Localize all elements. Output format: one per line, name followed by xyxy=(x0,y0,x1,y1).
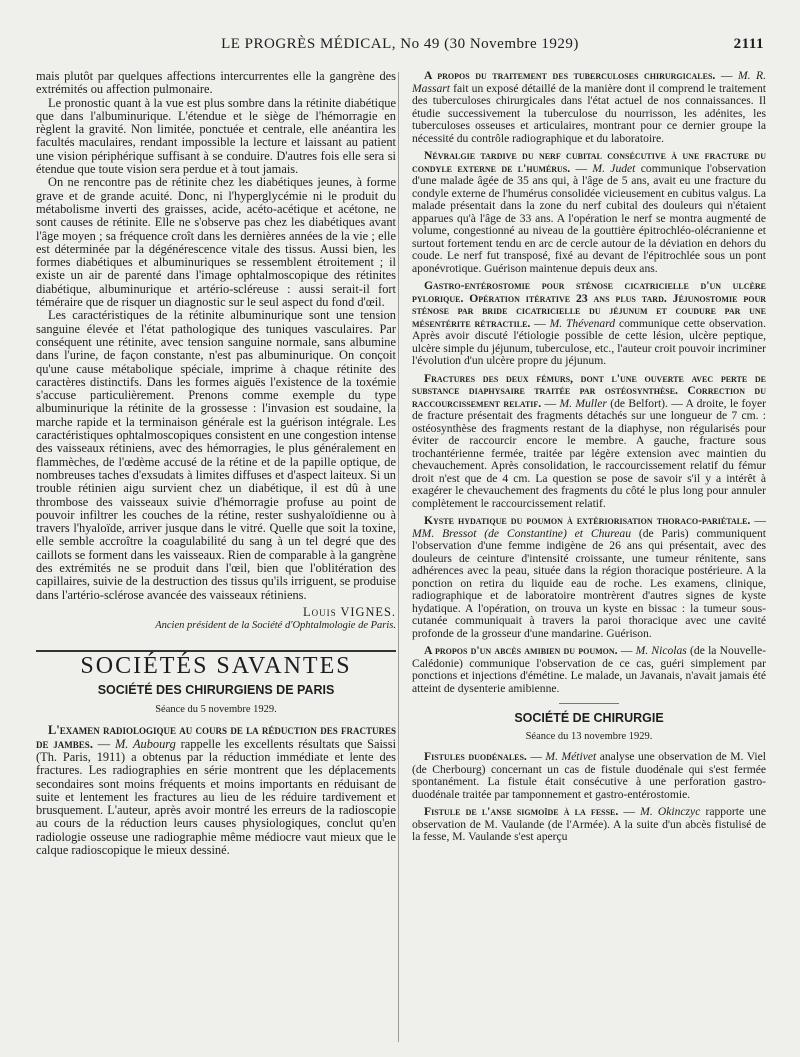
author-affiliation: Ancien président de la Société d'Ophtalmologie de Paris. xyxy=(155,620,396,632)
entry: L'examen radiologique au cours de la réduction des fractures de jambes. — M. Aubourg rappelle les excellents résultats que Saissi (Th. Paris, 1911) a obtenus par la réduction immédiate et lente des fractures. Les radiographies en série montrent que les déplacements secondaires sont moins fréquents et moins importants en réduisant de suite et lentement les fractures au lieu de les réduire tardivement et brusquement. L'auteur, après avoir montré les erreurs de la radioscopie au cours de la réduction leurs causes physiologiques, conclut qu'en radiologie osseuse une radiographie même médiocre vaut mieux que le calque radioscopique le mieux dessiné. xyxy=(36,723,397,858)
seance-date: Séance du 13 novembre 1929. xyxy=(525,730,653,742)
entry-text: fait un exposé détaillé de la manière dont il comprend le traitement des tuberculoses chirurgicales dans l'état actuel de nos connaissances. Il étudie successivement la tuberculose du nourrisson, les adénites, les tuberculoses osseuses et articulaires, montrant pour ce dernier groupe la nécessité du contrôle radiographique et du laboratoire. xyxy=(412,81,766,145)
entry-title: L'examen radiologique au cours de la réduction des fractures de jambes. xyxy=(36,723,396,751)
entry-author: M. Judet xyxy=(592,161,636,175)
entry: Névralgie tardive du nerf cubital consécutive à une fracture du condyle externe de l'humérus. — M. Judet communique l'observation d'une malade âgée de 35 ans qui, à l'âge de 5 ans, avait eu une fracture du condyle externe de l'humérus consolidée vicieusement en cubitus valgus. La malade présentait dans la zone du nerf cubital des douleurs qui n'étaient apparues qu'à l'âge de 33 ans. A l'opération le nerf se montra augmenté de volume, congestionné au niveau de la gouttière épitrochléo-olécranienne et surtout fortement tendu en arc de cercle autour de la déviation en dehors du coude. Le nerf fut transposé, fixé au devant de l'épitrochlée sous un pont aponévrotique. Guérison maintenue depuis deux ans. xyxy=(412,149,767,275)
divider-rule xyxy=(559,703,619,704)
paragraph: On ne rencontre pas de rétinite chez les diabétiques jeunes, à forme grave et de grande acuité. Donc, ni l'hyperglycémie ni le produit du métabolisme inverti des graisses, acide, acéto-acétique et acétone, ne sont causes de rétinite. Elle ne s'observe pas chez les diabétiques avant l'âge moyen ; sa fréquence croît dans les dernières années de la vie ; elle est déterminée par la dégénérescence vitale des tissus. Aussi bien, les formes diabétiques et albuminuriques se ressemblent étroitement ; il existe un air de parenté dans l'image ophtalmoscopique des rétinites diabétique, albuminurique et artério-scléreuse : aussi serait-il fort téméraire que de risquer un diagnostic sur le seul aspect du fond d'œil. xyxy=(36,175,396,310)
entry: Fistule de l'anse sigmoïde à la fesse. — M. Okinczyc rapporte une observation de M. Vaulande (de l'Armée). A la suite d'un abcès fistulisé de la fesse, M. Vaulande s'est aperçu xyxy=(412,805,767,843)
header-title: LE PROGRÈS MÉDICAL, No 49 (30 Novembre 1929) xyxy=(221,36,579,52)
entry: A propos du traitement des tuberculoses chirurgicales. — M. R. Massart fait un exposé détaillé de la manière dont il comprend le traitement des tuberculoses chirurgicales dans l'état actuel de nos connaissances. Il étudie successivement la tuberculose du nourrisson, les adénites, les tuberculoses osseuses et articulaires, montrant pour ce dernier groupe la nécessité du contrôle radiographique et du laboratoire. xyxy=(412,69,767,145)
paragraph: Les caractéristiques de la rétinite albuminurique sont une tension sanguine élevée et l'état pathologique des tuniques vasculaires. Par conséquent une rétinite, avec tension sanguine normale, sans albumine dans l'urine, de façon constante, n'est pas albuminurique. On conçoit qu'une cause métabolique spéciale, imprime à chaque rétinite des caractères distinctifs. Dans les formes aiguës l'existence de la toxémie s'accuse particulièrement. Prenons comme exemple du type albuminurique la rétinite de la grossesse : l'invasion est soudaine, la marche rapide et la terminaison générale est la guérison intégrale. Les caractéristiques ophtalmoscopiques consistent en une congestion intense des vaisseaux rétiniens, avec des hémorragies, le plus généralement en flammèches, de l'œdème accusé de la rétine et de la papille optique, de nombreuses taches d'exsudats à limites diffuses et d'aspect laiteux. Si un trouble rétinien aigu survient chez un diabétique, il est dû à une thrombose des vaisseaux suivie d'hémorragie profuse au point de pouvoir infiltrer les couches de la rétine, rester sushyaloïdienne ou à travers l'hyaloïde, arriver jusque dans le vitré. Quelle que soit la toxine, elle semble accroître la coagulabilité du sang à un tel degré que des caillots se forment dans les vaisseaux. Rien de comparable à la gangrène des extrémités ne se produit dans l'œil, bien que l'oblitération des capillaires, suivie de la destruction des tissus qu'ils irriguent, se produise dans l'artério-sclérose avancée des vaisseaux rétiniens. xyxy=(36,308,396,602)
entry-author: M. R. Massart xyxy=(412,69,767,95)
society-title: SOCIÉTÉ DES CHIRURGIENS DE PARIS xyxy=(97,682,335,697)
entry-text: rappelle les excellents résultats que Saissi (Th. Paris, 1911) a obtenus par la réduction immédiate et lente des fractures. Les radiographies en série montrent que les déplacements secondaires sont moins fréquents et moins importants en réduisant de suite et lentement les fractures au lieu de les réduire tardivement et brusquement. L'auteur, après avoir montré les erreurs de la radioscopie au cours de la réduction leurs causes physiologiques, conclut qu'en radiologie osseuse une radiographie même médiocre vaut mieux que le calque radioscopique le mieux dessiné. xyxy=(36,736,397,858)
left-column xyxy=(36,70,396,857)
entry-title: Fistule de l'anse sigmoïde à la fesse. xyxy=(424,805,619,818)
entry: Fistules duodénales. — M. Métivet analyse une observation de M. Viel (de Cherbourg) concernant un cas de fistule duodénale qui s'est fermée spontanément. La fistule était consécutive à une perforation gastro-duodénale traitée par tamponnement et gastro-entérostomie. xyxy=(412,750,766,801)
paragraph: Le pronostic quant à la vue est plus sombre dans la rétinite diabétique que dans l'albuminurique. L'étendue et le siège de l'hémorragie en règlent la gravité. Non limitée, ponctuée et centrale, elle anéantira les facultés maculaires, rendant impossible la lecture et laissant au patient une vision périphérique suffisant à se conduire. D'autres fois elle sera si étendue que toute vision sera perdue et à tout jamais. xyxy=(36,95,396,177)
entry-author: M. Muller xyxy=(559,396,607,410)
entry-text: analyse une observation de M. Viel (de Cherbourg) concernant un cas de fistule duodénale qui s'est fermée spontanément. La fistule était consécutive à une perforation gastro-duodénale traitée par tamponnement et gastro-entérostomie. xyxy=(412,750,766,801)
paragraph: mais plutôt par quelques affections intercurrentes elle la gangrène des extrémités ou affection pulmonaire. xyxy=(36,69,396,97)
entry-author: M. Thévenard xyxy=(549,316,616,330)
author-signature: Louis VIGNES. xyxy=(303,604,396,619)
seance-date: Séance du 5 novembre 1929. xyxy=(155,704,277,716)
entry-text: communique l'observation d'une malade âgée de 35 ans qui, à l'âge de 5 ans, avait eu une fracture du condyle externe de l'humérus consolidée vicieusement en cubitus valgus. La malade présentait dans la zone du nerf cubital des douleurs qui n'étaient apparues qu'à l'âge de 33 ans. A l'opération le nerf se montra augmenté de volume, congestionné au niveau de la gouttière épitrochléo-olécranienne et surtout fortement tendu en arc de cercle autour de la déviation en dehors du coude. Le nerf fut transposé, fixé au devant de l'épitrochlée sous un pont aponévrotique. Guérison maintenue depuis deux ans. xyxy=(412,161,767,275)
section-title: SOCIÉTÉS SAVANTES xyxy=(36,650,396,673)
entry-text: rapporte une observation de M. Vaulande (de l'Armée). A la suite d'un abcès fistulisé de la fesse, M. Vaulande s'est aperçu xyxy=(412,805,767,843)
entry-title: Fistules duodénales. xyxy=(424,750,527,763)
entry-title: Névralgie tardive du nerf cubital consécutive à une fracture du condyle externe de l'humérus. xyxy=(412,149,766,175)
entry-author: MM. Bressot (de Constantine) et Chureau xyxy=(412,526,632,540)
entry-title: A propos d'un abcès amibien du poumon. xyxy=(424,644,618,657)
entry-title: Fractures des deux fémurs, dont l'une ouverte avec perte de substance diaphysaire traitée par ostéosynthèse. Correction du raccourcissement relatif. xyxy=(412,371,766,410)
entry-text: (de la Nouvelle-Calédonie) communique l'observation de ce cas, guéri simplement par ponctions et injections d'émétine. Le malade, un Javanais, n'avait jamais été atteint de dysenterie amibienne. xyxy=(412,644,767,695)
entry: A propos d'un abcès amibien du poumon. — M. Nicolas (de la Nouvelle-Calédonie) communique l'observation de ce cas, guéri simplement par ponctions et injections d'émétine. Le malade, un Javanais, n'avait jamais été atteint de dysenterie amibienne. xyxy=(412,644,767,695)
society-title: SOCIÉTÉ DE CHIRURGIE xyxy=(514,711,664,725)
entry-text: (de Belfort). — A droite, le foyer de fracture présentait des fragments détachés sur une longueur de 7 cm. : ostéosynthèse des fragments restant de la diaphyse, non régularisés pour éviter de raccourcir encore le membre. A gauche, fracture sous trochantérienne fermée, traitée par légère extension avec maintien du chevauchement. Après consolidation, le raccourcissement relatif du fémur droit n'est que de 4 cm. La question se pose de savoir s'il y a intérêt à exagérer le chevauchement des fragments du côté le plus long pour annuler complètement le raccourcissement relatif. xyxy=(412,396,767,510)
entry-title: A propos du traitement des tuberculoses chirurgicales. xyxy=(424,69,716,82)
entry-text: communique cette observation. Après avoir discuté l'étiologie possible de cette lésion, ulcère peptique, ulcère simple du jéjunum, tuberculose, etc., l'auteur croit pouvoir incriminer l'évolution d'un ulcère propre du jéjunum. xyxy=(412,316,766,367)
entry-title: Gastro-entérostomie pour sténose cicatricielle d'un ulcère pylorique. Opération itérative 23 ans plus tard. Jéjunostomie pour sténose par bride cicatricielle du jéjunum et coudure par une mésentérite rétractile. xyxy=(412,279,766,330)
entry-title: Kyste hydatique du poumon à extériorisation thoraco-pariétale. xyxy=(424,514,751,527)
right-column xyxy=(412,70,766,849)
entry-author: M. Métivet xyxy=(545,750,597,763)
entry-author: M. Aubourg xyxy=(114,736,176,751)
column-divider xyxy=(398,72,399,1042)
entry-text: (de Paris) communiquent l'observation d'une femme indigène de 26 ans qui présentait, avec des douleurs de ceinture d'intensité croissante, une tumeur rénitente, sans adhérences avec la peau, située dans la région thoracique postérieure. A la ponction on retira du liquide eau de roche. Les examens, clinique, radiographique et de laboratoire montrèrent d'autres signes de kyste hydatique. A l'opération, on trouva un kyste en bissac : la tumeur sous-cutanée communiquait à travers la paroi thoracique avec une cavité profonde de la grosseur d'une mandarine. Guérison. xyxy=(412,526,766,640)
entry-author: M. Okinczyc xyxy=(640,805,701,818)
running-header xyxy=(36,36,764,56)
entry: Kyste hydatique du poumon à extériorisation thoraco-pariétale. — MM. Bressot (de Constantine) et Chureau (de Paris) communiquent l'observation d'une femme indigène de 26 ans qui présentait, avec des douleurs de ceinture d'intensité croissante, une tumeur rénitente, sans adhérences avec la peau, située dans la région thoracique postérieure. A la ponction on retira du liquide eau de roche. Les examens, clinique, radiographique et de laboratoire montrèrent d'autres signes de kyste hydatique. A l'opération, on trouva un kyste en bissac : la tumeur sous-cutanée communiquait à travers la paroi thoracique avec une cavité profonde de la grosseur d'une mandarine. Guérison. xyxy=(412,514,766,640)
entry-author: M. Nicolas xyxy=(635,644,687,657)
page-number: 2111 xyxy=(733,36,764,52)
entry: Fractures des deux fémurs, dont l'une ouverte avec perte de substance diaphysaire traitée par ostéosynthèse. Correction du raccourcissement relatif. — M. Muller (de Belfort). — A droite, le foyer de fracture présentait des fragments détachés sur une longueur de 7 cm. : ostéosynthèse des fragments restant de la diaphyse, non régularisés pour éviter de raccourcir encore le membre. A gauche, fracture sous trochantérienne fermée, traitée par légère extension avec maintien du chevauchement. Après consolidation, le raccourcissement relatif du fémur droit n'est que de 4 cm. La question se pose de savoir s'il y a intérêt à exagérer le chevauchement des fragments du côté le plus long pour annuler complètement le raccourcissement relatif. xyxy=(412,371,767,510)
entry: Gastro-entérostomie pour sténose cicatricielle d'un ulcère pylorique. Opération itérative 23 ans plus tard. Jéjunostomie pour sténose par bride cicatricielle du jéjunum et coudure par une mésentérite rétractile. — M. Thévenard communique cette observation. Après avoir discuté l'étiologie possible de cette lésion, ulcère peptique, ulcère simple du jéjunum, tuberculose, etc., l'auteur croit pouvoir incriminer l'évolution d'un ulcère propre du jéjunum. xyxy=(412,279,766,367)
